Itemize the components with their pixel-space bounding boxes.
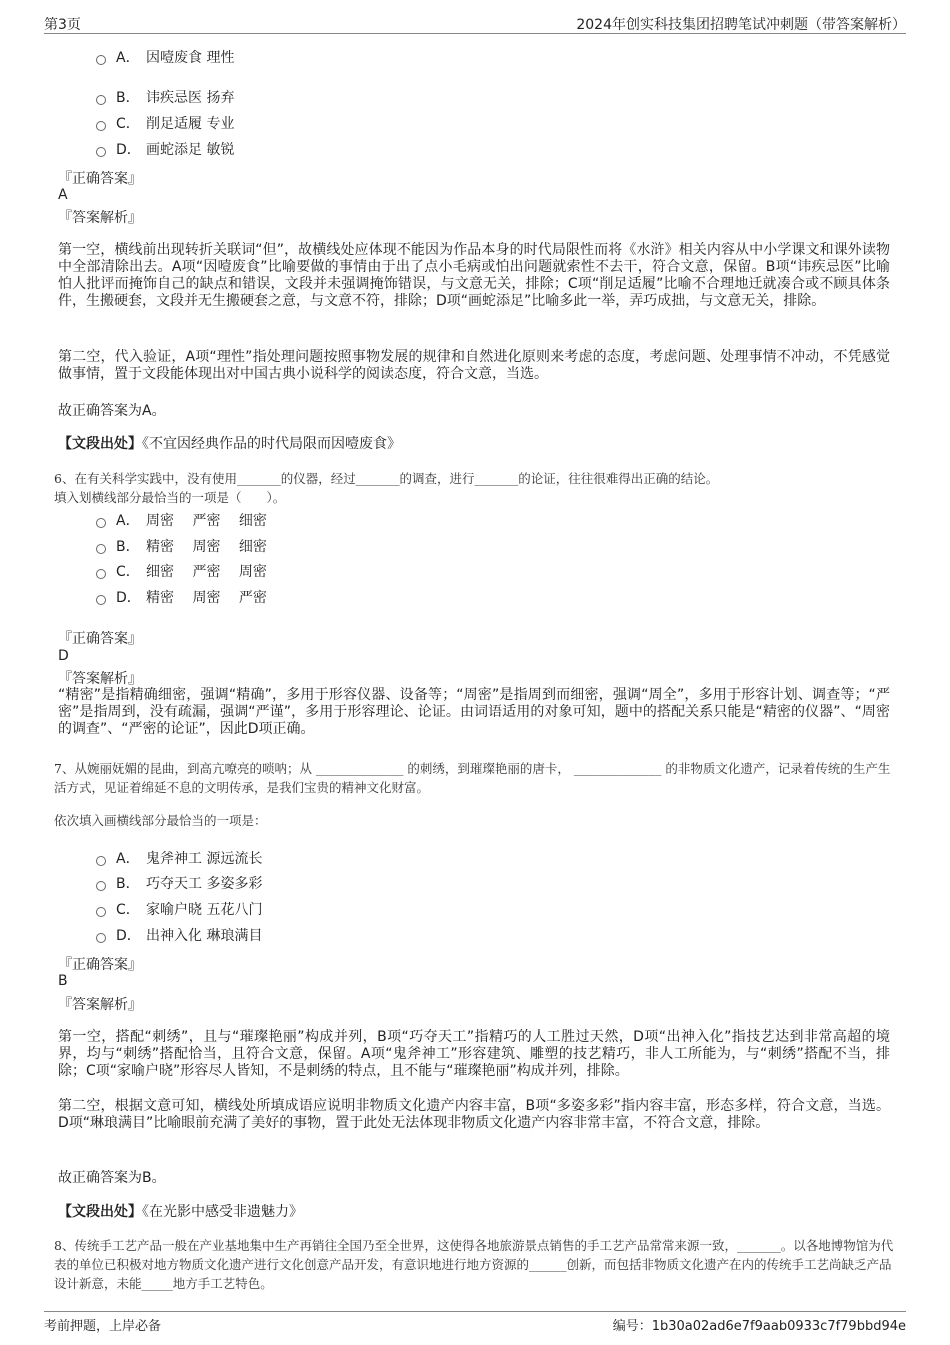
radio-icon[interactable] [96, 595, 106, 605]
q5-conclusion: 故正确答案为A。 [58, 403, 166, 419]
q6-option-c[interactable]: C． 细密 严密 周密 [96, 561, 267, 581]
q6-option-d[interactable]: D． 精密 周密 严密 [96, 587, 267, 607]
radio-icon[interactable] [96, 147, 106, 157]
q7-option-c[interactable]: C． 家喻户晓 五花八门 [96, 899, 262, 919]
q7-analysis-label: 『答案解析』 [58, 997, 142, 1013]
document-id: 编号：1b30a02ad6e7f9aab0933c7f79bbd94e [612, 1319, 906, 1334]
header-divider [44, 33, 906, 34]
q5-option-c[interactable]: C． 削足适履 专业 [96, 113, 234, 133]
q5-source [58, 433, 401, 453]
q7-conclusion: 故正确答案为B。 [58, 1170, 166, 1186]
q7-analysis-para2: 第二空，根据文意可知，横线处所填成语应说明非物质文化遗产内容丰富，B项“多姿多彩”指内容丰富，形态多样，符合文意，当选。D项“琳琅满目”比喻眼前充满了美好的事物，置于此处无法体现非物质文化遗产内容非常丰富，不符合文意，排除。 [58, 1098, 890, 1131]
q7-option-b[interactable]: B． 巧夺天工 多姿多彩 [96, 873, 262, 893]
page-number: 第3页 [44, 17, 81, 33]
document-title: 2024年创实科技集团招聘笔试冲刺题（带答案解析） [576, 17, 906, 33]
footer-slogan: 考前押题，上岸必备 [44, 1319, 162, 1334]
radio-icon[interactable] [96, 881, 106, 891]
q7-option-a[interactable]: A． 鬼斧神工 源远流长 [96, 848, 262, 868]
radio-icon[interactable] [96, 544, 106, 554]
q6-stem: 6、在有关科学实践中，没有使用_______的仪器，经过_______的调查，进行_______的论证，往往很难得出正确的结论。 [54, 471, 719, 486]
q7-source [58, 1201, 303, 1221]
q6-analysis-label: 『答案解析』 [58, 671, 142, 687]
q5-option-a[interactable]: A． 因噎废食 理性 [96, 47, 234, 67]
radio-icon[interactable] [96, 569, 106, 579]
q7-analysis-para1: 第一空，搭配“刺绣”，且与“璀璨艳丽”构成并列，B项“巧夺天工”指精巧的人工胜过天然，D项“出神入化”指技艺达到非常高超的境界，均与“刺绣”搭配恰当，且符合文意，保留。A项“鬼斧神工”形容建筑、雕塑的技艺精巧，非人工所能为，与“刺绣”搭配不当，排除；C项“家喻户晓”形容尽人皆知，不是刺绣的特点，且不能与“璀璨艳丽”构成并列，排除。 [58, 1029, 890, 1079]
q5-analysis-para1: 第一空，横线前出现转折关联词“但”，故横线处应体现不能因为作品本身的时代局限性而将《水浒》相关内容从中小学课文和课外读物中全部清除出去。A项“因噎废食”比喻要做的事情由于出了点小毛病或怕出问题就索性不去干，符合文意，保留。B项“讳疾忌医”比喻怕人批评而掩饰自己的缺点和错误，文段并未强调掩饰错误，与文意无关，排除；C项“削足适履”比喻不合理地迁就凑合或不顾具体条件，生搬硬套，文段并无生搬硬套之意，与文意不符，排除；D项“画蛇添足”比喻多此一举，弄巧成拙，与文意无关，排除。 [58, 242, 890, 309]
q5-answer-label: 『正确答案』 [58, 171, 142, 187]
q5-option-b[interactable]: B． 讳疾忌医 扬弃 [96, 87, 234, 107]
source-label: 【文段出处】 [58, 436, 142, 452]
q6-prompt: 填入划横线部分最恰当的一项是（ ）。 [54, 490, 286, 505]
radio-icon[interactable] [96, 55, 106, 65]
radio-icon[interactable] [96, 121, 106, 131]
q5-analysis-para2: 第二空，代入验证，A项“理性”指处理问题按照事物发展的规律和自然进化原则来考虑的态度，考虑问题、处理事情不冲动，不凭感觉做事情，置于文段能体现出对中国古典小说科学的阅读态度，符合文意，当选。 [58, 349, 890, 382]
source-title: 《不宜因经典作品的时代局限而因噎废食》 [142, 436, 401, 452]
footer-divider [44, 1311, 906, 1312]
radio-icon[interactable] [96, 856, 106, 866]
q7-answer-label: 『正确答案』 [58, 957, 142, 973]
q8-stem: 8、传统手工艺产品一般在产业基地集中生产再销往全国乃至全世界，这使得各地旅游景点销售的手工艺产品常常来源一致，_______。以各地博物馆为代表的单位已积极对地方物质文化遗产进行文化创意产品开发，有意识地进行地方资源的______创新，而包括非物质文化遗产在内的传统手工艺尚缺乏产品设计新意，未能_____地方手工艺特色。 [54, 1238, 894, 1291]
q5-answer: A [58, 187, 68, 203]
q7-stem: 7、从婉丽妩媚的昆曲，到高亢嘹亮的唢呐；从 ______________ 的刺绣，到璀璨艳丽的唐卡， ______________ 的非物质文化遗产，记录着传统的生产生活方式，见证着绵延不息的文明传承，是我们宝贵的精神文化财富。 [54, 761, 891, 795]
radio-icon[interactable] [96, 518, 106, 528]
q5-option-d[interactable]: D． 画蛇添足 敏锐 [96, 139, 234, 159]
source-title: 《在光影中感受非遗魅力》 [142, 1204, 303, 1220]
q6-answer: D [58, 648, 69, 664]
source-label: 【文段出处】 [58, 1204, 142, 1220]
radio-icon[interactable] [96, 933, 106, 943]
q7-option-d[interactable]: D． 出神入化 琳琅满目 [96, 925, 262, 945]
q6-option-b[interactable]: B． 精密 周密 细密 [96, 536, 267, 556]
q7-answer: B [58, 973, 68, 989]
q6-option-a[interactable]: A． 周密 严密 细密 [96, 510, 267, 530]
radio-icon[interactable] [96, 907, 106, 917]
q6-answer-label: 『正确答案』 [58, 631, 142, 647]
q5-analysis-label: 『答案解析』 [58, 210, 142, 226]
q7-prompt: 依次填入画横线部分最恰当的一项是： [54, 813, 267, 828]
radio-icon[interactable] [96, 95, 106, 105]
q6-analysis: “精密”是指精确细密，强调“精确”，多用于形容仪器、设备等；“周密”是指周到而细密，强调“周全”，多用于形容计划、调查等；“严密”是指周到，没有疏漏，强调“严谨”，多用于形容理论、论证。由词语适用的对象可知，题中的搭配关系只能是“精密的仪器”、“周密的调查”、“严密的论证”，因此D项正确。 [58, 687, 890, 737]
